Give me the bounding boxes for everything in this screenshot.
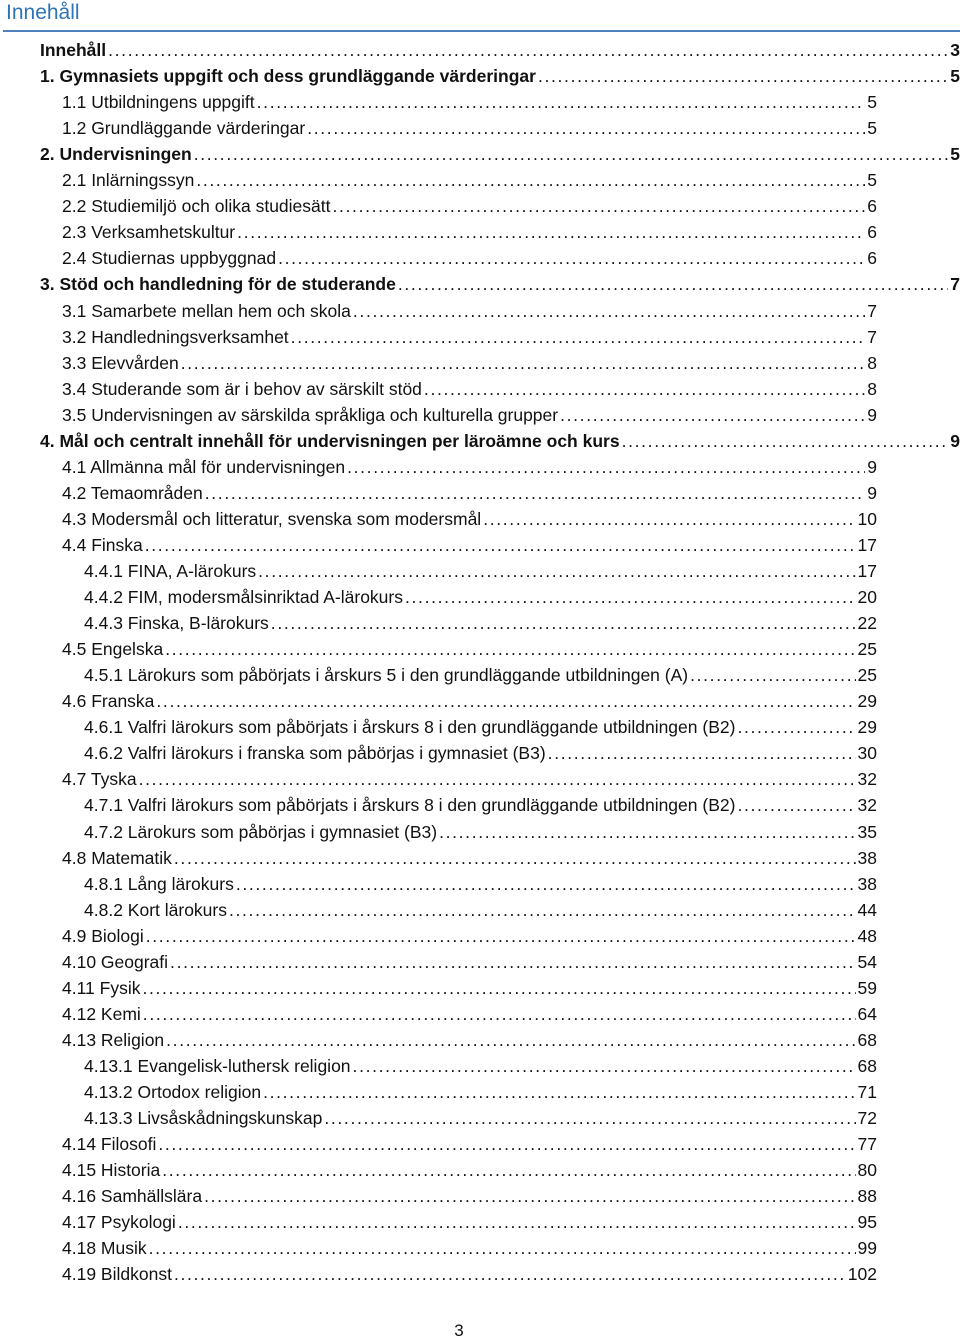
toc-entry[interactable] — [62, 245, 877, 271]
toc-entry-page: 72 — [857, 1108, 877, 1129]
toc-leader-dots — [347, 454, 865, 480]
toc-entry-page: 88 — [857, 1186, 877, 1207]
toc-entry[interactable] — [84, 1105, 877, 1131]
toc-leader-dots — [548, 740, 856, 766]
toc-entry-page: 6 — [867, 248, 877, 269]
toc-entry[interactable] — [62, 454, 877, 480]
toc-entry-title: 4.13 Religion — [62, 1029, 165, 1050]
toc-entry-title: 2.3 Verksamhetskultur — [62, 222, 236, 243]
toc-entry[interactable] — [62, 1001, 877, 1027]
toc-entry-page: 10 — [857, 508, 877, 529]
toc-entry-page: 8 — [867, 352, 877, 373]
toc-leader-dots — [166, 1027, 855, 1053]
toc-entry-page: 9 — [867, 404, 877, 425]
toc-entry[interactable] — [84, 558, 877, 584]
toc-entry-title: 4.15 Historia — [62, 1160, 161, 1181]
toc-entry-title: 4.7.2 Lärokurs som påbörjas i gymnasiet (B3) — [84, 821, 438, 842]
toc-leader-dots — [353, 298, 865, 324]
toc-leader-dots — [204, 1183, 855, 1209]
toc-entry-page: 95 — [857, 1212, 877, 1233]
toc-entry-title: 4.18 Musik — [62, 1238, 147, 1259]
toc-entry-title: 4.3 Modersmål och litteratur, svenska som modersmål — [62, 508, 482, 529]
toc-leader-dots — [145, 532, 856, 558]
toc-entry-title: 4.2 Temaområden — [62, 482, 203, 503]
toc-leader-dots — [158, 1131, 855, 1157]
toc-leader-dots — [291, 324, 866, 350]
toc-entry-page: 5 — [867, 118, 877, 139]
toc-entry[interactable] — [62, 89, 877, 115]
toc-entry[interactable] — [62, 298, 877, 324]
toc-entry-title: 4.4.2 FIM, modersmålsinriktad A-lärokurs — [84, 587, 403, 608]
toc-entry-title: 1.2 Grundläggande värderingar — [62, 118, 306, 139]
toc-entry[interactable] — [62, 975, 877, 1001]
toc-entry[interactable] — [62, 1157, 877, 1183]
toc-entry[interactable] — [62, 766, 877, 792]
toc-entry-page: 17 — [857, 561, 877, 581]
toc-leader-dots — [237, 219, 865, 245]
toc-entry-page: 17 — [857, 534, 877, 555]
toc-entry-title: 4.1 Allmänna mål för undervisningen — [62, 456, 346, 477]
toc-entry[interactable] — [62, 688, 877, 714]
toc-entry[interactable] — [62, 949, 877, 975]
toc-entry-title: 4.12 Kemi — [62, 1003, 141, 1024]
toc-entry-title: 4. Mål och centralt innehåll för undervisningen per läroämne och kurs — [40, 430, 620, 451]
toc-entry-title: 3.3 Elevvården — [62, 352, 179, 373]
toc-entry-title: 4.6.2 Valfri lärokurs i franska som påbörjas i gymnasiet (B3) — [84, 743, 546, 764]
toc-entry-page: 30 — [857, 743, 877, 764]
page-heading: Innehåll — [6, 1, 80, 24]
toc-leader-dots — [332, 193, 865, 219]
toc-entry[interactable] — [84, 584, 877, 610]
toc-entry-title: 1. Gymnasiets uppgift och dess grundläggande värderingar — [40, 66, 536, 87]
toc-leader-dots — [439, 819, 855, 845]
toc-leader-dots — [424, 376, 865, 402]
toc-leader-dots — [263, 1079, 855, 1105]
toc-entry-page: 102 — [847, 1264, 877, 1285]
toc-entry[interactable] — [40, 141, 960, 167]
toc-entry[interactable] — [62, 1235, 877, 1261]
page-number: 3 — [454, 1321, 464, 1340]
toc-leader-dots — [181, 350, 866, 376]
toc-entry-page: 54 — [857, 951, 877, 972]
toc-entry-title: 4.6.1 Valfri lärokurs som påbörjats i årskurs 8 i den grundläggande utbildningen (B2) — [84, 717, 736, 738]
toc-entry-page: 7 — [867, 326, 877, 347]
toc-leader-dots — [165, 636, 855, 662]
toc-entry[interactable] — [62, 1261, 877, 1287]
toc-entry-page: 7 — [867, 300, 877, 321]
toc-entry-page: 9 — [867, 456, 877, 477]
toc-entry-title: 4.13.3 Livsåskådningskunskap — [84, 1108, 323, 1129]
toc-entry-title: 4.7.1 Valfri lärokurs som påbörjats i årskurs 8 i den grundläggande utbildningen (B2) — [84, 795, 736, 816]
toc-entry-page: 6 — [867, 196, 877, 217]
toc-leader-dots — [205, 480, 866, 506]
toc-leader-dots — [271, 610, 856, 636]
toc-entry[interactable] — [84, 740, 877, 766]
toc-entry-page: 29 — [857, 691, 877, 712]
toc-entry[interactable] — [40, 271, 960, 297]
toc-leader-dots — [170, 949, 855, 975]
toc-entry[interactable] — [62, 480, 877, 506]
toc-entry[interactable] — [62, 115, 877, 141]
toc-leader-dots — [405, 584, 856, 610]
toc-entry[interactable] — [62, 402, 877, 428]
toc-leader-dots — [142, 975, 855, 1001]
toc-entry[interactable] — [62, 636, 877, 662]
toc-entry-title: 2.4 Studiernas uppbyggnad — [62, 248, 277, 269]
toc-entry-page: 35 — [857, 821, 877, 842]
toc-entry-title: 4.17 Psykologi — [62, 1212, 176, 1233]
toc-entry-title: 4.10 Geografi — [62, 951, 169, 972]
toc-entry-page: 9 — [867, 482, 877, 503]
toc-entry[interactable] — [84, 897, 877, 923]
toc-entry[interactable] — [84, 714, 877, 740]
toc-leader-dots — [307, 115, 865, 141]
toc-entry-title: 4.16 Samhällslära — [62, 1186, 203, 1207]
toc-leader-dots — [258, 558, 855, 584]
toc-entry-page: 59 — [857, 977, 877, 998]
toc-entry-page: 5 — [867, 170, 877, 191]
toc-entry-page: 68 — [857, 1029, 877, 1050]
toc-entry-title: 4.5 Engelska — [62, 639, 164, 660]
toc-entry-title: 2.1 Inlärningssyn — [62, 170, 195, 191]
toc-entry-page: 99 — [857, 1238, 877, 1259]
toc-entry[interactable] — [84, 871, 877, 897]
toc-entry[interactable] — [40, 63, 960, 89]
toc-entry-page: 9 — [950, 430, 960, 451]
toc-entry[interactable] — [62, 532, 877, 558]
toc-entry[interactable] — [62, 1027, 877, 1053]
toc-entry-title: 4.11 Fysik — [62, 977, 141, 998]
toc-leader-dots — [146, 923, 856, 949]
toc-entry-page: 5 — [950, 144, 960, 165]
toc-entry-title: 4.7 Tyska — [62, 769, 137, 790]
toc-entry-page: 8 — [867, 378, 877, 399]
heading-underline — [3, 30, 960, 32]
toc-entry-title: 4.14 Filosofi — [62, 1134, 157, 1155]
toc-entry[interactable] — [62, 1209, 877, 1235]
toc-entry[interactable] — [62, 923, 877, 949]
toc-entry-title: 4.8 Matematik — [62, 847, 172, 868]
toc-entry[interactable] — [62, 1131, 877, 1157]
toc-entry-title: 4.4.3 Finska, B-lärokurs — [84, 613, 269, 634]
toc-leader-dots — [324, 1105, 855, 1131]
toc-entry-page: 3 — [950, 40, 960, 60]
toc-leader-dots — [139, 766, 856, 792]
toc-leader-dots — [149, 1235, 856, 1261]
toc-entry-page: 20 — [857, 587, 877, 608]
toc-entry[interactable] — [84, 1079, 877, 1105]
toc-leader-dots — [143, 1001, 856, 1027]
toc-entry-page: 71 — [857, 1082, 877, 1102]
toc-entry[interactable] — [62, 193, 877, 219]
toc-entry[interactable] — [62, 506, 877, 532]
toc-entry-title: 3.4 Studerande som är i behov av särskilt stöd — [62, 378, 422, 399]
toc-leader-dots — [108, 37, 948, 63]
toc-entry-title: 4.8.1 Lång lärokurs — [84, 873, 234, 894]
toc-entry-page: 44 — [857, 899, 877, 920]
toc-entry-title: 4.6 Franska — [62, 691, 155, 712]
toc-leader-dots — [353, 1053, 856, 1079]
toc-leader-dots — [229, 897, 856, 923]
toc-entry-page: 25 — [857, 639, 877, 660]
toc-entry-page: 38 — [857, 873, 877, 894]
toc-entry-page: 22 — [857, 613, 877, 634]
toc-entry-title: 3.1 Samarbete mellan hem och skola — [62, 300, 351, 321]
toc-leader-dots — [174, 1261, 846, 1287]
toc-leader-dots — [194, 141, 949, 167]
toc-entry-title: 1.1 Utbildningens uppgift — [62, 92, 255, 113]
toc-entry-page: 7 — [950, 274, 960, 295]
toc-entry-title: 3. Stöd och handledning för de studerande — [40, 274, 396, 295]
toc-entry-page: 25 — [857, 665, 877, 686]
toc-leader-dots — [737, 714, 855, 740]
toc-entry[interactable] — [40, 37, 960, 63]
toc-entry[interactable] — [40, 428, 960, 454]
toc-leader-dots — [196, 167, 865, 193]
toc-entry-page: 32 — [857, 769, 877, 790]
toc-leader-dots — [178, 1209, 856, 1235]
toc-entry-title: 4.13.2 Ortodox religion — [84, 1082, 262, 1102]
toc-leader-dots — [538, 63, 948, 89]
toc-entry-title: 4.19 Bildkonst — [62, 1264, 172, 1285]
toc-entry[interactable] — [62, 350, 877, 376]
toc-leader-dots — [174, 845, 856, 871]
toc-entry[interactable] — [62, 845, 877, 871]
toc-entry-page: 48 — [857, 925, 877, 946]
toc-entry[interactable] — [84, 819, 877, 845]
toc-entry[interactable] — [62, 324, 877, 350]
toc-leader-dots — [236, 871, 856, 897]
toc-leader-dots — [737, 792, 855, 818]
toc-entry-title: 4.4.1 FINA, A-lärokurs — [84, 561, 257, 581]
toc-leader-dots — [156, 688, 855, 714]
toc-leader-dots — [398, 271, 948, 297]
toc-entry-title: 2.2 Studiemiljö och olika studiesätt — [62, 196, 331, 217]
toc-entry-title: 3.5 Undervisningen av särskilda språkliga och kulturella grupper — [62, 404, 559, 425]
toc-entry-title: Innehåll — [40, 40, 107, 60]
toc-entry[interactable] — [62, 376, 877, 402]
toc-entry-page: 68 — [857, 1055, 877, 1076]
toc-entry-page: 32 — [857, 795, 877, 816]
toc-entry[interactable] — [62, 219, 877, 245]
toc-leader-dots — [278, 245, 865, 271]
toc-entry[interactable] — [62, 1183, 877, 1209]
toc-leader-dots — [560, 402, 865, 428]
toc-entry-page: 64 — [857, 1003, 877, 1024]
toc-entry-title: 4.13.1 Evangelisk-luthersk religion — [84, 1055, 351, 1076]
toc-entry-title: 4.8.2 Kort lärokurs — [84, 899, 227, 920]
toc-entry-page: 29 — [857, 717, 877, 738]
toc-entry-page: 38 — [857, 847, 877, 868]
toc-leader-dots — [690, 662, 855, 688]
toc-entry-title: 4.5.1 Lärokurs som påbörjats i årskurs 5 i den grundläggande utbildningen (A) — [84, 665, 689, 686]
toc-entry[interactable] — [84, 610, 877, 636]
toc-entry[interactable] — [84, 792, 877, 818]
toc-entry-title: 4.4 Finska — [62, 534, 143, 555]
toc-entry-page: 6 — [867, 222, 877, 243]
toc-entry-page: 5 — [867, 92, 877, 113]
toc-entry-page: 5 — [950, 66, 960, 87]
toc-entry-title: 4.9 Biologi — [62, 925, 144, 946]
toc-entry-title: 3.2 Handledningsverksamhet — [62, 326, 289, 347]
toc-leader-dots — [257, 89, 866, 115]
toc-entry[interactable] — [62, 167, 877, 193]
toc-entry[interactable] — [84, 1053, 877, 1079]
toc-leader-dots — [162, 1157, 855, 1183]
toc-entry-title: 2. Undervisningen — [40, 144, 192, 165]
toc-entry-page: 80 — [857, 1160, 877, 1181]
toc-leader-dots — [622, 428, 949, 454]
toc-leader-dots — [483, 506, 855, 532]
toc-entry-page: 77 — [857, 1134, 877, 1155]
toc-entry[interactable] — [84, 662, 877, 688]
